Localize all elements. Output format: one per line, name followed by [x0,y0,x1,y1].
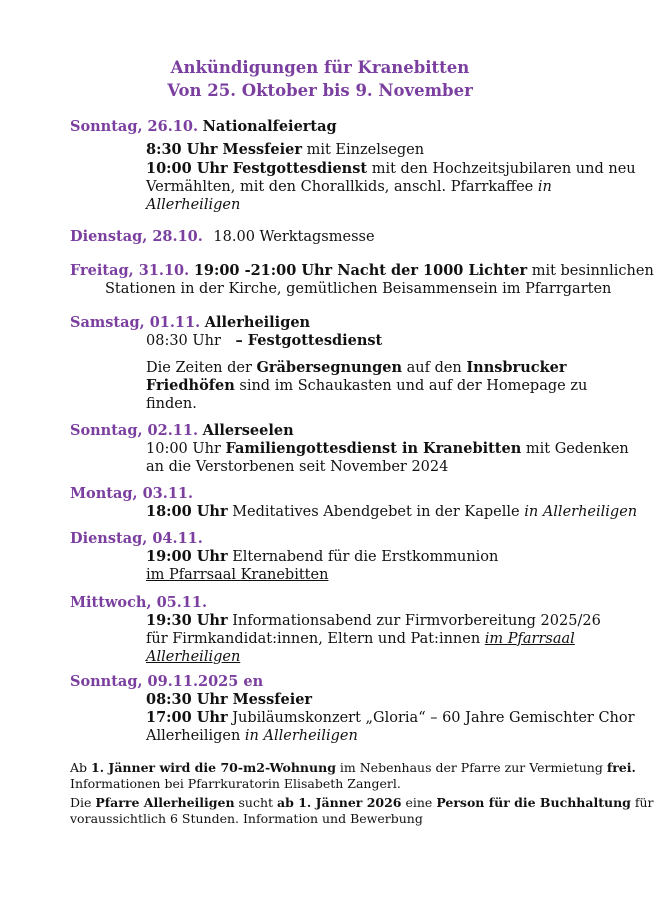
notice-text: für [630,795,654,810]
event-time: 19:00 Uhr [146,548,228,565]
event-line [146,709,635,727]
event-date: Sonntag, 26.10. [70,118,199,135]
event-line [146,727,358,745]
event-location: in Allerheiligen [524,504,638,520]
event-text: Familiengottesdienst in Kranebitten [225,440,522,457]
event-time: 10:00 Uhr [146,441,226,457]
event-time: 08:30 Uhr [146,333,221,349]
notice-text: Die [70,795,96,810]
event-date: Dienstag, 04.11. [70,530,203,547]
event-date-heading [70,422,294,439]
event-text: Allerheiligen [146,728,245,744]
event-time: 10:00 Uhr Festgottesdienst [146,160,368,177]
event-time: 19:00 -21:00 Uhr Nacht der 1000 Lichter [193,262,528,279]
event-line [146,141,424,159]
notice-line [70,776,401,792]
event-date: Dienstag, 28.10. [70,228,203,245]
event-date: Mittwoch, 05.11. [70,594,208,611]
event-location: Allerheiligen [146,649,241,665]
event-time: 08:30 Uhr Messfeier [146,691,313,708]
event-title: Nationalfeiertag [202,118,337,135]
notice-text: frei. [606,760,636,775]
event-line [146,440,629,458]
event-date: Montag, 03.11. [70,485,194,502]
event-text: 18.00 Werktagsmesse [213,229,375,245]
event-line [146,395,197,413]
event-date-heading [70,530,203,547]
event-text: mit Einzelsegen [301,142,425,158]
event-line [146,630,575,648]
event-text: Vermählten, mit den Chorallkids, anschl. Pfarrkaffee [146,179,534,195]
event-line [146,691,312,709]
event-date-heading [70,485,193,502]
event-line [105,280,611,298]
event-date: Samstag, 01.11. [70,314,201,331]
event-date: Sonntag, 02.11. [70,422,199,439]
event-text: – Festgottesdienst [235,332,383,349]
notice-text: ab 1. Jänner 2026 [277,795,402,810]
event-title: Allerseelen [202,422,294,439]
notice-text: 1. Jänner wird die 70-m2-Wohnung [91,760,336,775]
event-text: Innsbrucker [466,359,567,376]
event-time: 19:30 Uhr [146,612,228,629]
event-date: Freitag, 31.10. [70,262,190,279]
event-location: in [533,179,552,195]
notice-line [70,760,636,776]
event-text: Gräbersegnungen [256,359,402,376]
date-range-subtitle: Von 25. Oktober bis 9. November [167,81,473,100]
event-line [146,332,382,350]
event-text: Friedhöfen [146,377,235,394]
event-date-heading [70,314,310,331]
event-line [146,503,637,521]
notice-text: voraussichtlich 6 Stunden. Information und Bewerbung [70,811,423,826]
event-line [146,612,601,630]
event-text: Meditatives Abendgebet in der Kapelle [227,504,525,520]
event-date-heading [70,594,207,611]
notice-text: im Nebenhaus der Pfarre zur Vermietung [335,760,607,775]
event-line [146,548,498,566]
event-text: Informationsabend zur Firmvorbereitung 2025/26 [227,613,601,629]
event-text: mit Gedenken [521,441,629,457]
notice-text: Person für die Buchhaltung [436,795,631,810]
event-line [146,648,240,666]
event-text: Elternabend für die Erstkommunion [227,549,499,565]
notice-text: Ab [70,760,92,775]
event-line [146,458,448,476]
event-location: im Pfarrsaal Kranebitten [146,567,329,583]
event-location: Allerheiligen [146,197,241,213]
notice-text: Informationen bei Pfarrkuratorin Elisabeth Zangerl. [70,776,401,791]
event-text: auf den [402,360,467,376]
event-date-heading [70,228,375,245]
event-time: 18:00 Uhr [146,503,228,520]
event-line [146,377,587,395]
event-text: Stationen in der Kirche, gemütlichen Beisammensein im Pfarrgarten [105,281,612,297]
event-text: sind im Schaukasten und auf der Homepage zu [234,378,588,394]
event-text: an die Verstorbenen seit November 2024 [146,459,449,475]
event-location: in Allerheiligen [244,728,358,744]
event-title: Allerheiligen [204,314,311,331]
event-date-heading [70,673,263,690]
event-line [146,359,566,377]
page-title: Ankündigungen für Kranebitten [170,58,470,77]
notice-line [70,811,423,827]
event-line [146,178,552,196]
event-time: 17:00 Uhr [146,709,228,726]
notice-line [70,795,654,811]
event-text: mit besinnlichen [527,263,654,279]
event-line [146,566,328,584]
event-date-heading [70,262,654,279]
event-location: im Pfarrsaal [484,631,575,647]
event-text: Jubiläumskonzert „Gloria“ – 60 Jahre Gemischter Chor [227,710,635,726]
event-text: mit den Hochzeitsjubilaren und neu [367,161,636,177]
notice-text: Pfarre Allerheiligen [95,795,235,810]
event-time: 8:30 Uhr Messfeier [146,141,302,158]
event-line [146,196,240,214]
event-date-heading [70,118,337,135]
event-line [146,160,636,178]
notice-text: eine [401,795,437,810]
event-text: für Firmkandidat:innen, Eltern und Pat:innen [146,631,485,647]
event-date: Sonntag, 09.11.2025 en [70,673,264,690]
notice-text: sucht [234,795,278,810]
event-text: Die Zeiten der [146,360,257,376]
event-text: finden. [146,396,197,412]
